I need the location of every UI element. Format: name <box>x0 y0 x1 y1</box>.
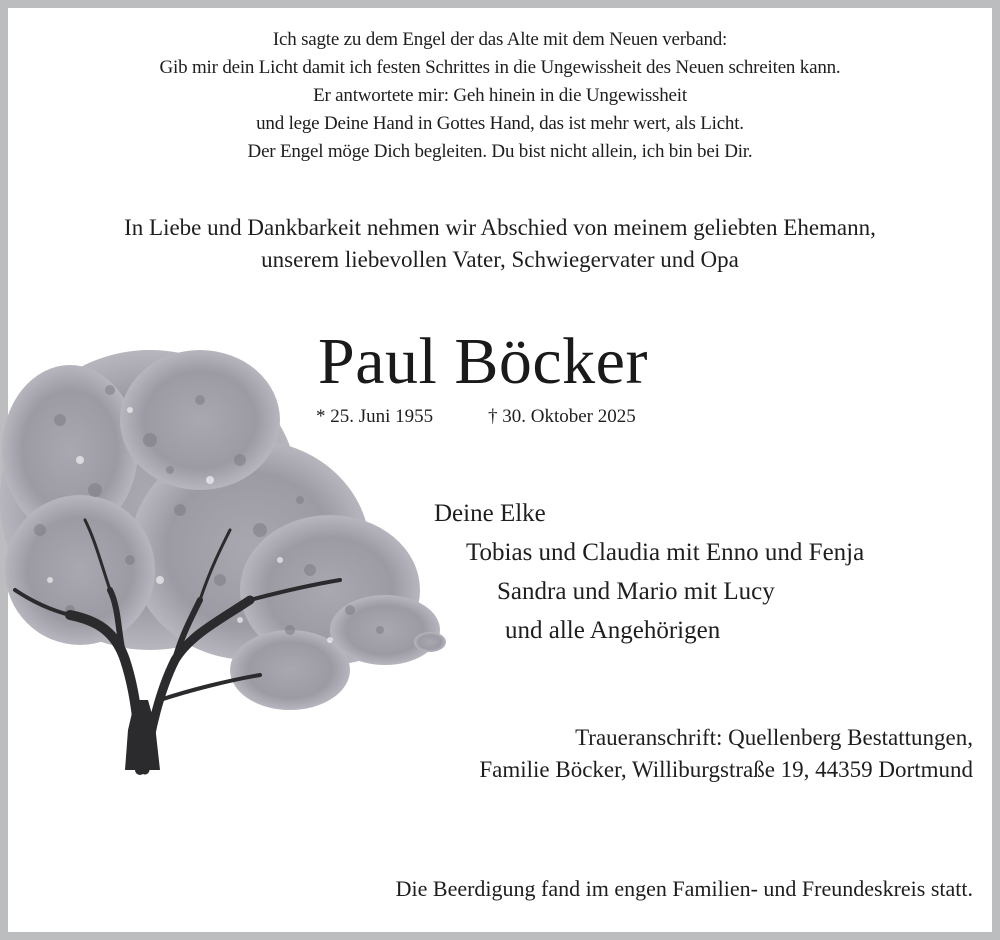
poem-line: Er antwortete mir: Geh hinein in die Ungewissheit <box>313 85 687 106</box>
intro-line: unserem liebevollen Vater, Schwiegervater und Opa <box>261 247 739 272</box>
poem <box>0 26 1000 166</box>
deceased-name: Paul Böcker <box>318 325 648 398</box>
birth-date: * 25. Juni 1955 <box>316 406 434 427</box>
family-line: und alle Angehörigen <box>505 617 721 644</box>
poem-line: Gib mir dein Licht damit ich festen Schrittes in die Ungewissheit des Neuen schreiten kann. <box>159 57 841 78</box>
family-line: Tobias und Claudia mit Enno und Fenja <box>466 539 865 566</box>
poem-line: und lege Deine Hand in Gottes Hand, das ist mehr wert, als Licht. <box>256 113 744 134</box>
funeral-note: Die Beerdigung fand im engen Familien- und Freundeskreis statt. <box>395 876 973 901</box>
intro-text <box>0 212 1000 276</box>
poem-line: Ich sagte zu dem Engel der das Alte mit dem Neuen verband: <box>272 29 728 50</box>
address-line: Familie Böcker, Williburgstraße 19, 44359 Dortmund <box>479 757 973 782</box>
poem-line: Der Engel möge Dich begleiten. Du bist nicht allein, ich bin bei Dir. <box>247 141 753 162</box>
intro-line: In Liebe und Dankbarkeit nehmen wir Abschied von meinem geliebten Ehemann, <box>124 215 876 240</box>
mourning-address <box>479 722 973 786</box>
family-line: Sandra und Mario mit Lucy <box>497 578 775 605</box>
address-line: Traueranschrift: Quellenberg Bestattungen, <box>575 725 973 750</box>
death-date: † 30. Oktober 2025 <box>488 406 636 427</box>
family-line: Deine Elke <box>434 500 546 527</box>
